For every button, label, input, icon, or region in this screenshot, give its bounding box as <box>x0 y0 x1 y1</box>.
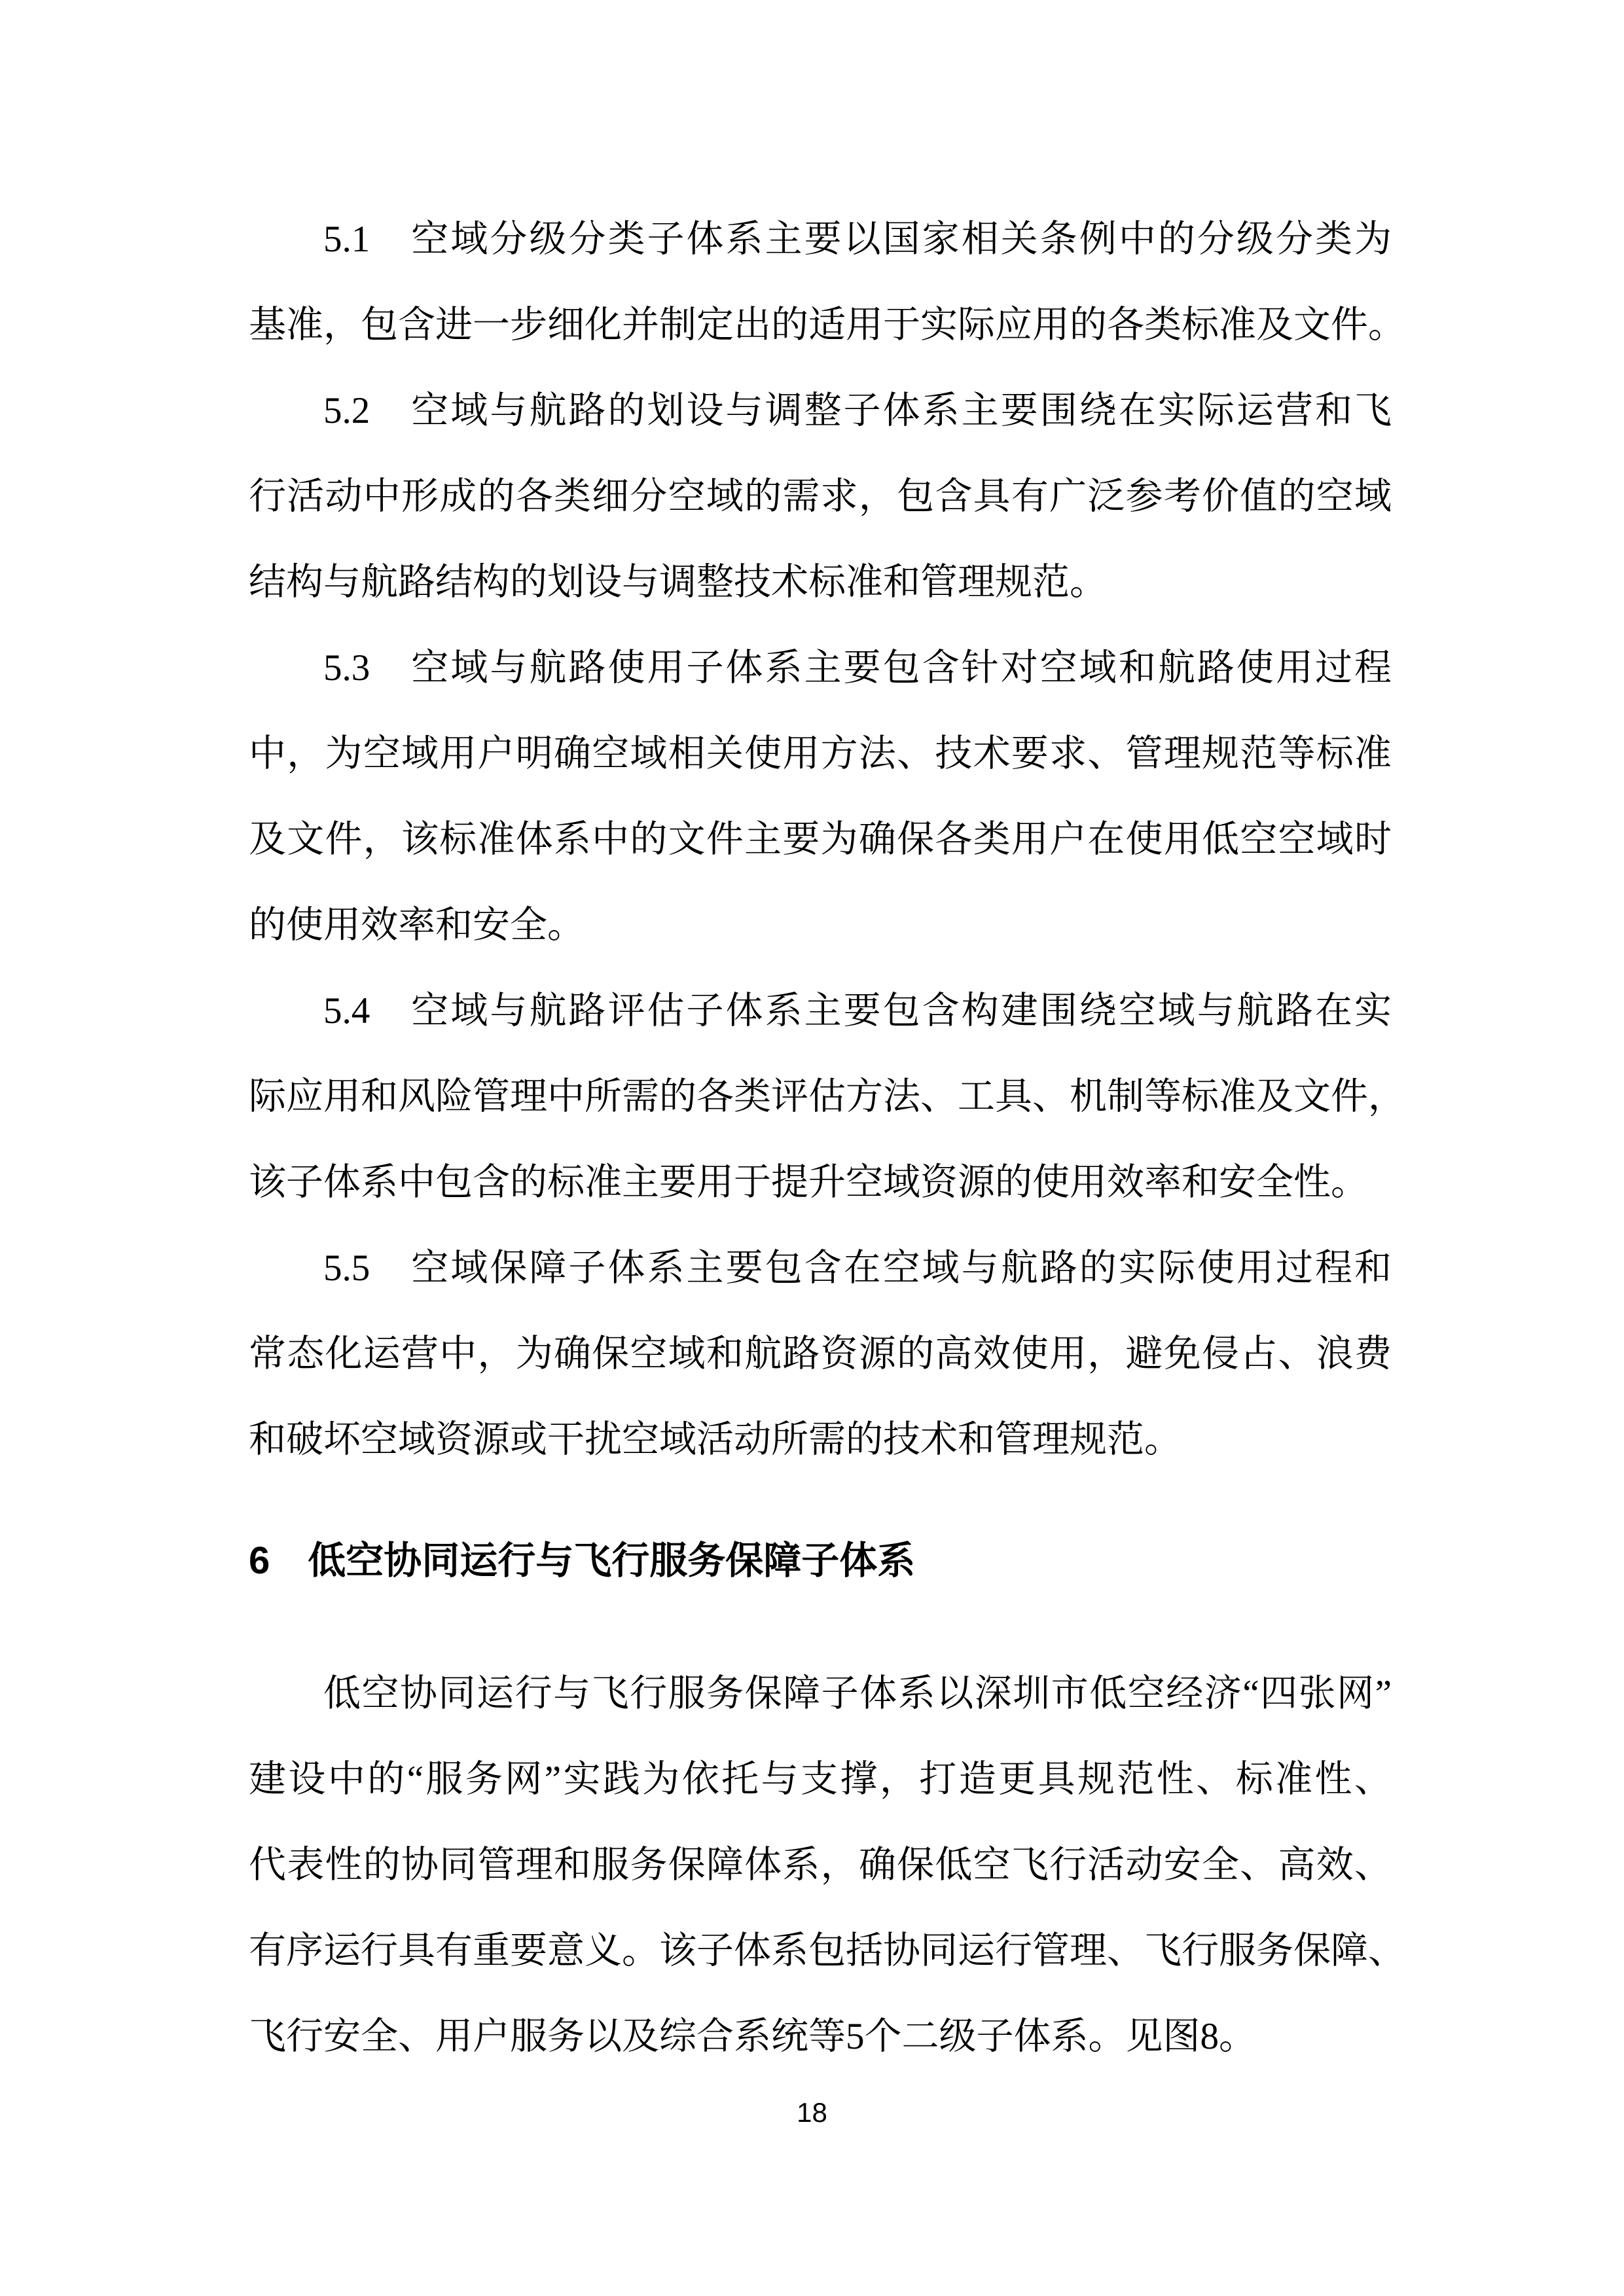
text-line: 5.2 空域与航路的划设与调整子体系主要围绕在实际运营和飞 <box>323 390 1392 431</box>
text-line: 建设中的“服务网”实践为依托与支撑，打造更具规范性、标准性、 <box>249 1759 1392 1800</box>
text-line: 际应用和风险管理中所需的各类评估方法、工具、机制等标准及文件， <box>249 1076 1405 1117</box>
text-line: 的使用效率和安全。 <box>249 905 585 946</box>
text-line: 中，为空域用户明确空域相关使用方法、技术要求、管理规范等标准 <box>249 733 1392 774</box>
text-line: 及文件，该标准体系中的文件主要为确保各类用户在使用低空空域时 <box>249 819 1392 860</box>
text-line: 基准，包含进一步细化并制定出的适用于实际应用的各类标准及文件。 <box>249 304 1405 346</box>
text-line: 飞行安全、用户服务以及综合系统等5个二级子体系。见图8。 <box>249 2016 1256 2057</box>
section-5-4 <box>249 968 1405 1225</box>
document-body <box>249 196 1405 2079</box>
section-6-intro <box>249 1651 1405 2079</box>
section-5-5 <box>249 1225 1392 1482</box>
text-line: 常态化运营中，为确保空域和航路资源的高效使用，避免侵占、浪费 <box>249 1333 1392 1374</box>
text-line: 有序运行具有重要意义。该子体系包括协同运行管理、飞行服务保障、 <box>249 1930 1405 1971</box>
text-line: 和破坏空域资源或干扰空域活动所需的技术和管理规范。 <box>249 1419 1182 1460</box>
section-number: 6 <box>249 1539 270 1582</box>
text-line: 5.3 空域与航路使用子体系主要包含针对空域和航路使用过程 <box>323 647 1392 689</box>
section-6-heading <box>249 1518 1392 1604</box>
text-line: 该子体系中包含的标准主要用于提升空域资源的使用效率和安全性。 <box>249 1162 1368 1203</box>
text-line: 代表性的协同管理和服务保障体系，确保低空飞行活动安全、高效、 <box>249 1844 1392 1886</box>
text-line: 低空协同运行与飞行服务保障子体系以深圳市低空经济“四张网” <box>323 1673 1392 1714</box>
section-5-3 <box>249 625 1392 968</box>
section-5-1 <box>249 196 1405 368</box>
text-line: 5.1 空域分级分类子体系主要以国家相关条例中的分级分类为 <box>323 219 1392 260</box>
text-line: 5.5 空域保障子体系主要包含在空域与航路的实际使用过程和 <box>323 1247 1392 1289</box>
text-line: 5.4 空域与航路评估子体系主要包含构建围绕空域与航路在实 <box>323 990 1392 1031</box>
page-number: 18 <box>797 2097 827 2128</box>
text-line: 结构与航路结构的划设与调整技术标准和管理规范。 <box>249 562 1107 603</box>
section-title: 低空协同运行与飞行服务保障子体系 <box>308 1539 916 1582</box>
text-line: 行活动中形成的各类细分空域的需求，包含具有广泛参考价值的空域 <box>249 476 1392 517</box>
section-5-2 <box>249 368 1392 625</box>
